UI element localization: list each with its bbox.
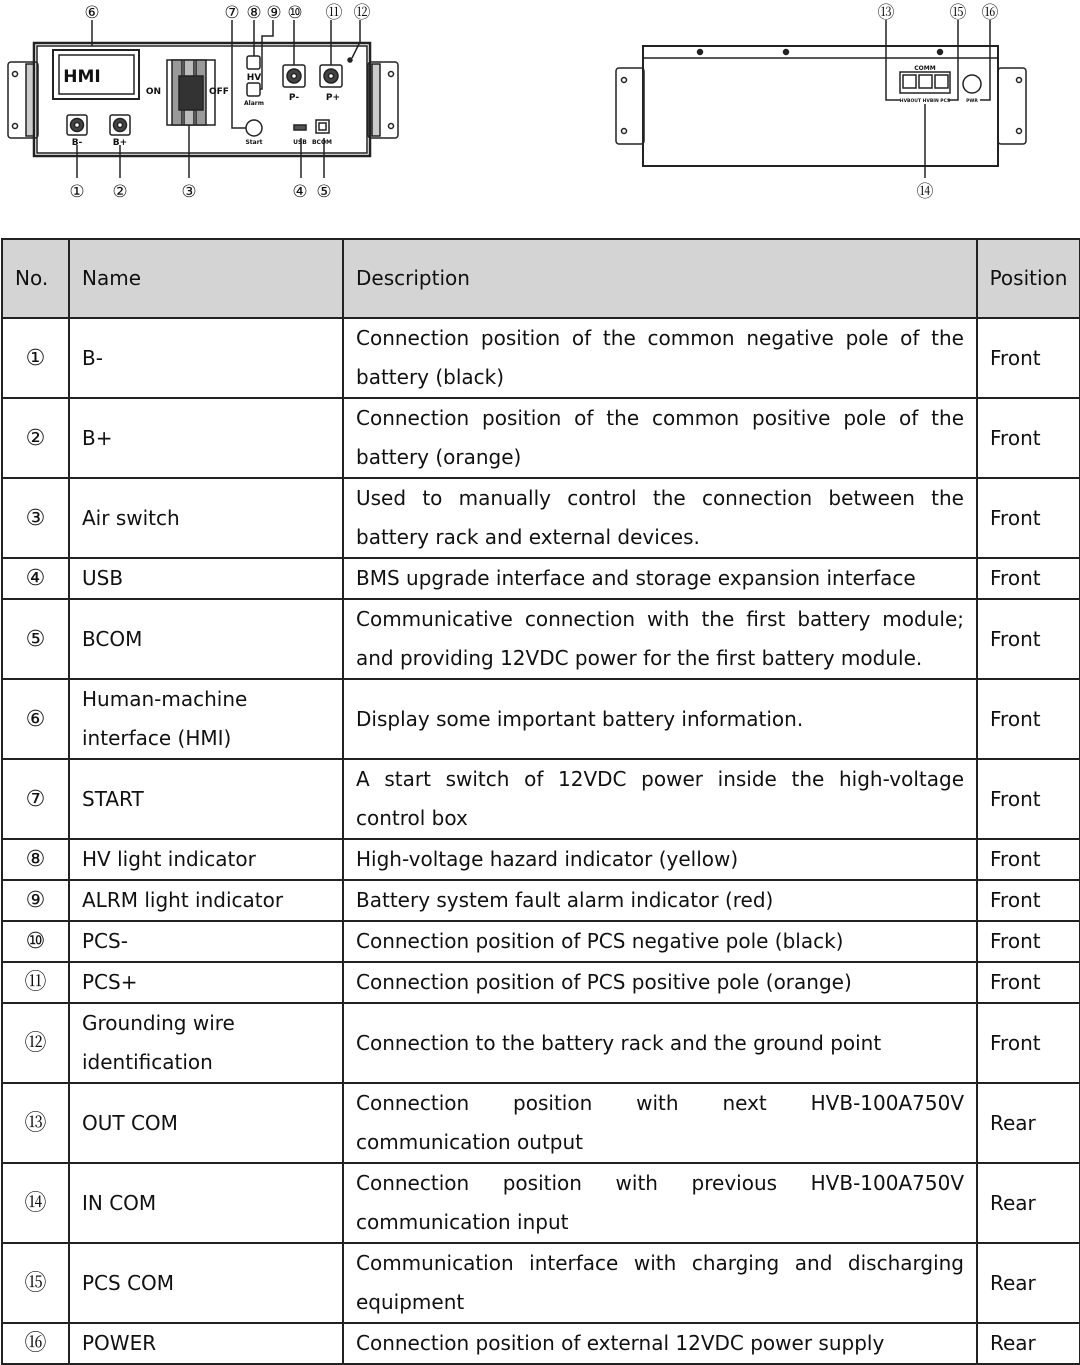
cell-position: Front (977, 478, 1080, 558)
cell-name: BCOM (69, 599, 343, 679)
table-row (2, 558, 1080, 599)
cell-position: Front (977, 880, 1080, 921)
cell-name: PCS+ (69, 962, 343, 1003)
cell-description: Connection position of PCS negative pole (black) (343, 921, 977, 962)
cell-name: Grounding wire identification (69, 1003, 343, 1083)
callout-2: ② (112, 182, 128, 202)
table-row (2, 1323, 1080, 1364)
callout-1: ① (69, 182, 85, 202)
p-neg-label: P- (288, 93, 300, 103)
cell-description: Used to manually control the connection between the battery rack and external devices. (343, 478, 977, 558)
cell-description: Battery system fault alarm indicator (red) (343, 880, 977, 921)
callout-11: ⑪ (325, 3, 343, 23)
table-row (2, 839, 1080, 880)
cell-no: ⑮ (2, 1243, 69, 1323)
rear-panel-body (643, 46, 998, 166)
pwr-label: PWR (966, 99, 978, 104)
cell-position: Front (977, 318, 1080, 398)
cell-no: ⑦ (2, 759, 69, 839)
callout-4: ④ (292, 182, 308, 202)
cell-no: ⑨ (2, 880, 69, 921)
cell-no: ⑫ (2, 1003, 69, 1083)
cell-position: Front (977, 921, 1080, 962)
table-row (2, 398, 1080, 478)
bcom-label: BCOM (311, 139, 333, 146)
table-row (2, 679, 1080, 759)
cell-description: Connection position of external 12VDC power supply (343, 1323, 977, 1364)
cell-position: Front (977, 679, 1080, 759)
cell-position: Front (977, 398, 1080, 478)
cell-name: POWER (69, 1323, 343, 1364)
cell-no: ② (2, 398, 69, 478)
cell-no: ③ (2, 478, 69, 558)
cell-name: PCS COM (69, 1243, 343, 1323)
cell-position: Front (977, 759, 1080, 839)
cell-no: ⑪ (2, 962, 69, 1003)
cell-name: START (69, 759, 343, 839)
cell-description: A start switch of 12VDC power inside the high-voltage control box (343, 759, 977, 839)
cell-no: ① (2, 318, 69, 398)
cell-no: ⑯ (2, 1323, 69, 1364)
cell-position: Front (977, 962, 1080, 1003)
cell-position: Rear (977, 1163, 1080, 1243)
table-row (2, 962, 1080, 1003)
callout-3: ③ (181, 182, 197, 202)
cell-position: Front (977, 558, 1080, 599)
start-label: Start (245, 139, 263, 146)
p-pos-label: P+ (325, 93, 341, 103)
cell-description: Communicative connection with the first battery module; and providing 12VDC power for the first battery module. (343, 599, 977, 679)
cell-position: Rear (977, 1323, 1080, 1364)
off-label: OFF (209, 87, 229, 97)
table-row (2, 1083, 1080, 1163)
cell-description: Connection position of the common positive pole of the battery (orange) (343, 398, 977, 478)
cell-name: PCS- (69, 921, 343, 962)
callout-15: ⑮ (949, 3, 967, 23)
usb-label: USB (293, 139, 307, 146)
table-header-row (2, 239, 1080, 318)
cell-no: ⑭ (2, 1163, 69, 1243)
callout-10: ⑩ (287, 3, 303, 23)
table-row (2, 1163, 1080, 1243)
cell-description: Connection position of the common negative pole of the battery (black) (343, 318, 977, 398)
rear-panel-drawing (616, 20, 1026, 178)
callout-7: ⑦ (224, 3, 240, 23)
device-diagram (0, 0, 1080, 232)
callout-13: ⑬ (877, 3, 895, 23)
cell-name: Human-machine interface (HMI) (69, 679, 343, 759)
cell-description: Display some important battery information. (343, 679, 977, 759)
cell-name: HV light indicator (69, 839, 343, 880)
header-description: Description (343, 239, 977, 318)
comm-label: COMM (914, 65, 936, 72)
rear-ports-label: HVBOUT HVBIN PCS (899, 99, 951, 104)
cell-name: B+ (69, 398, 343, 478)
hv-label: HV (246, 73, 262, 83)
cell-name: OUT COM (69, 1083, 343, 1163)
cell-description: Communication interface with charging and discharging equipment (343, 1243, 977, 1323)
cell-no: ⑩ (2, 921, 69, 962)
callout-6: ⑥ (84, 3, 100, 23)
table-row (2, 1003, 1080, 1083)
cell-position: Front (977, 599, 1080, 679)
on-label: ON (145, 87, 161, 97)
callout-14: ⑭ (916, 182, 934, 202)
cell-no: ⑤ (2, 599, 69, 679)
table-row (2, 318, 1080, 398)
header-no: No. (2, 239, 69, 318)
table-row (2, 478, 1080, 558)
cell-position: Rear (977, 1083, 1080, 1163)
component-table (1, 238, 1080, 1365)
hmi-label: HMI (63, 67, 101, 87)
cell-description: High-voltage hazard indicator (yellow) (343, 839, 977, 880)
cell-position: Front (977, 839, 1080, 880)
cell-description: Connection position of PCS positive pole (orange) (343, 962, 977, 1003)
table-row (2, 1243, 1080, 1323)
cell-description: Connection position with next HVB-100A750V communication output (343, 1083, 977, 1163)
header-position: Position (977, 239, 1080, 318)
cell-name: USB (69, 558, 343, 599)
table-row (2, 599, 1080, 679)
callout-16: ⑯ (981, 3, 999, 23)
cell-description: Connection to the battery rack and the ground point (343, 1003, 977, 1083)
table-row (2, 921, 1080, 962)
cell-description: BMS upgrade interface and storage expansion interface (343, 558, 977, 599)
cell-no: ⑬ (2, 1083, 69, 1163)
callout-12: ⑫ (353, 3, 371, 23)
cell-position: Front (977, 1003, 1080, 1083)
air-switch-drawing (167, 60, 215, 125)
header-name: Name (69, 239, 343, 318)
cell-description: Connection position with previous HVB-100A750V communication input (343, 1163, 977, 1243)
table-row (2, 759, 1080, 839)
cell-name: IN COM (69, 1163, 343, 1243)
b-pos-label: B+ (112, 138, 128, 148)
cell-no: ⑥ (2, 679, 69, 759)
callout-5: ⑤ (316, 182, 332, 202)
cell-name: Air switch (69, 478, 343, 558)
callout-8: ⑧ (246, 3, 262, 23)
cell-no: ④ (2, 558, 69, 599)
alarm-label: Alarm (244, 100, 264, 107)
cell-name: B- (69, 318, 343, 398)
callout-9: ⑨ (266, 3, 282, 23)
cell-position: Rear (977, 1243, 1080, 1323)
cell-no: ⑧ (2, 839, 69, 880)
table-row (2, 880, 1080, 921)
b-neg-label: B- (71, 138, 83, 148)
cell-name: ALRM light indicator (69, 880, 343, 921)
